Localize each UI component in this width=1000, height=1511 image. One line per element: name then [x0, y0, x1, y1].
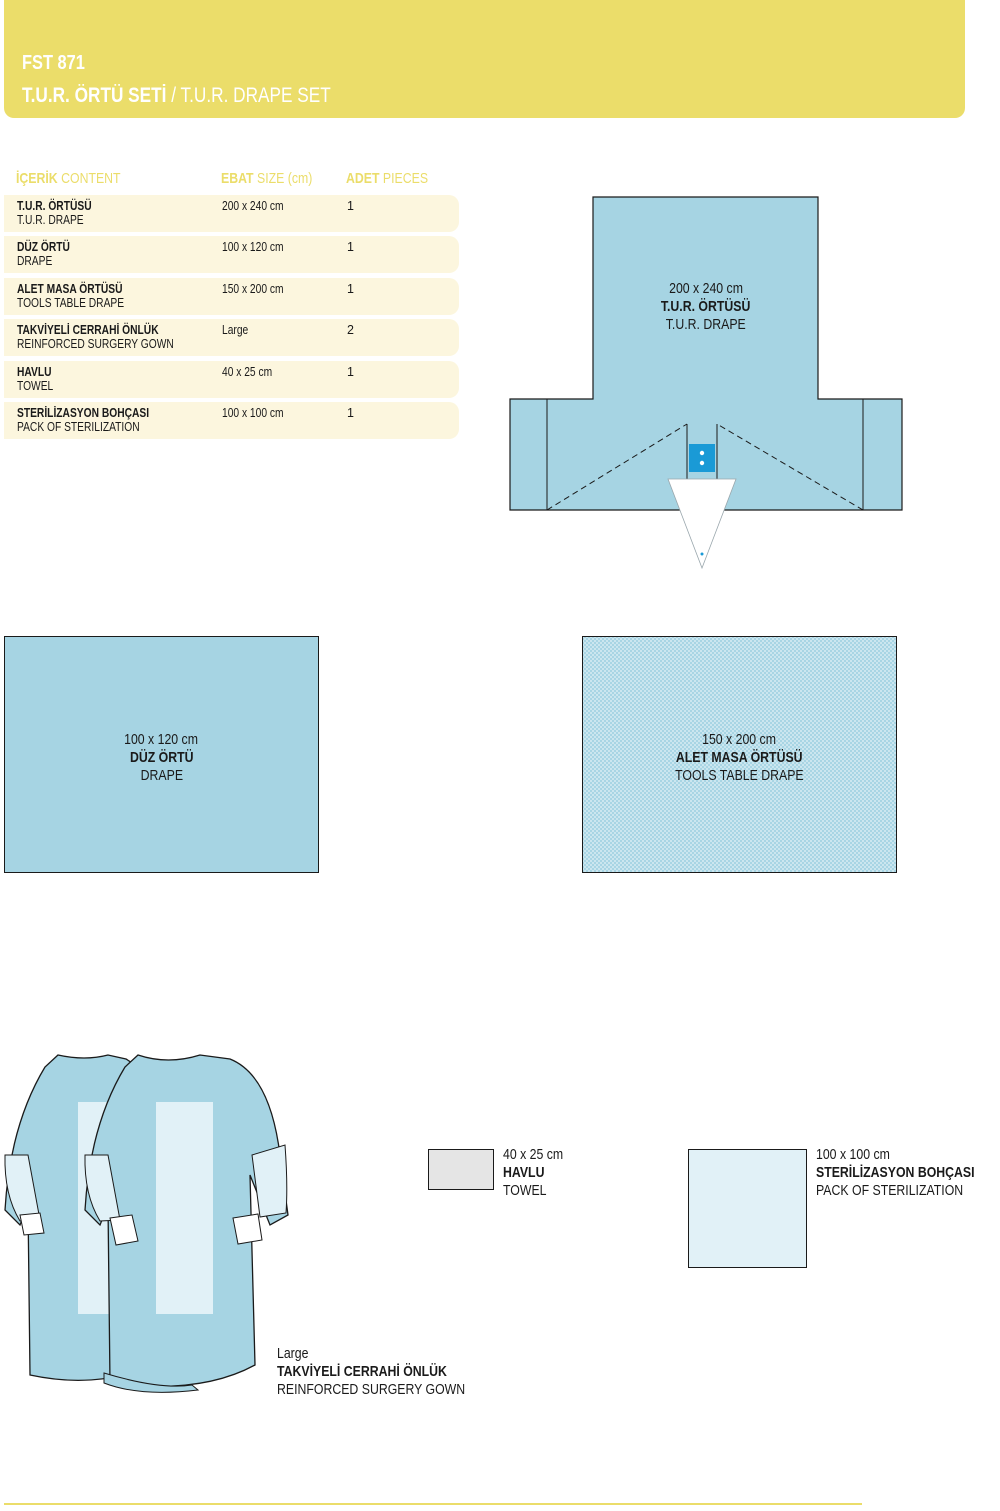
row-pieces: 1 [347, 199, 354, 213]
table-row [4, 236, 459, 273]
row-size: 100 x 120 cm [222, 240, 284, 254]
row-name-tr: HAVLU [17, 365, 52, 379]
row-size: 100 x 100 cm [222, 406, 284, 420]
title-separator: / [166, 84, 181, 107]
row-size: 200 x 240 cm [222, 199, 284, 213]
title-tr: T.U.R. ÖRTÜ SETİ [22, 84, 167, 107]
gown-label: Large TAKVİYELİ CERRAHİ ÖNLÜK REINFORCED SURGERY GOWN [277, 1345, 466, 1398]
row-name-tr: DÜZ ÖRTÜ [17, 240, 70, 254]
row-pieces: 1 [347, 365, 354, 379]
row-name-tr: ALET MASA ÖRTÜSÜ [17, 282, 123, 296]
towel-illustration [428, 1149, 494, 1190]
tools-table-drape-label: 150 x 200 cm ALET MASA ÖRTÜSÜ TOOLS TABLE DRAPE [675, 731, 804, 784]
row-name-en: REINFORCED SURGERY GOWN [17, 337, 174, 351]
drape-label: 100 x 120 cm DÜZ ÖRTÜ DRAPE [124, 731, 199, 784]
tur-drape-illustration [505, 192, 907, 574]
row-pieces: 2 [347, 323, 354, 337]
row-size: 150 x 200 cm [222, 282, 284, 296]
product-code: FST 871 [22, 52, 85, 74]
table-row [4, 402, 459, 439]
column-header-pieces: ADET PIECES [346, 170, 429, 187]
surgery-gowns-illustration [0, 1045, 300, 1400]
sterilization-pack-label: 100 x 100 cm STERİLİZASYON BOHÇASI PACK OF STERILIZATION [816, 1146, 975, 1199]
row-name-tr: T.U.R. ÖRTÜSÜ [17, 199, 92, 213]
column-header-content: İÇERİK CONTENT [16, 170, 121, 187]
row-name-tr: TAKVİYELİ CERRAHİ ÖNLÜK [17, 323, 159, 337]
gown-front [85, 1055, 288, 1392]
table-row [4, 195, 459, 232]
row-size: Large [222, 323, 249, 337]
row-name-en: DRAPE [17, 254, 53, 268]
tur-drape-label: 200 x 240 cm T.U.R. ÖRTÜSÜ T.U.R. DRAPE [661, 280, 751, 333]
row-name-en: TOWEL [17, 379, 54, 393]
column-header-size: EBAT SIZE (cm) [221, 170, 313, 187]
table-row [4, 278, 459, 315]
row-name-en: TOOLS TABLE DRAPE [17, 296, 125, 310]
row-name-en: PACK OF STERILIZATION [17, 420, 140, 434]
row-pieces: 1 [347, 282, 354, 296]
title-en: T.U.R. DRAPE SET [180, 84, 331, 107]
fluid-pouch-icon [689, 444, 715, 472]
row-name-en: T.U.R. DRAPE [17, 213, 84, 227]
footer-divider [4, 1503, 862, 1505]
row-name-tr: STERİLİZASYON BOHÇASI [17, 406, 150, 420]
table-row [4, 361, 459, 398]
towel-label: 40 x 25 cm HAVLU TOWEL [503, 1146, 564, 1199]
row-size: 40 x 25 cm [222, 365, 273, 379]
sterilization-pack-illustration [688, 1149, 807, 1268]
row-pieces: 1 [347, 240, 354, 254]
product-title [22, 84, 331, 108]
header-banner [4, 0, 965, 118]
row-pieces: 1 [347, 406, 354, 420]
table-row [4, 319, 459, 356]
